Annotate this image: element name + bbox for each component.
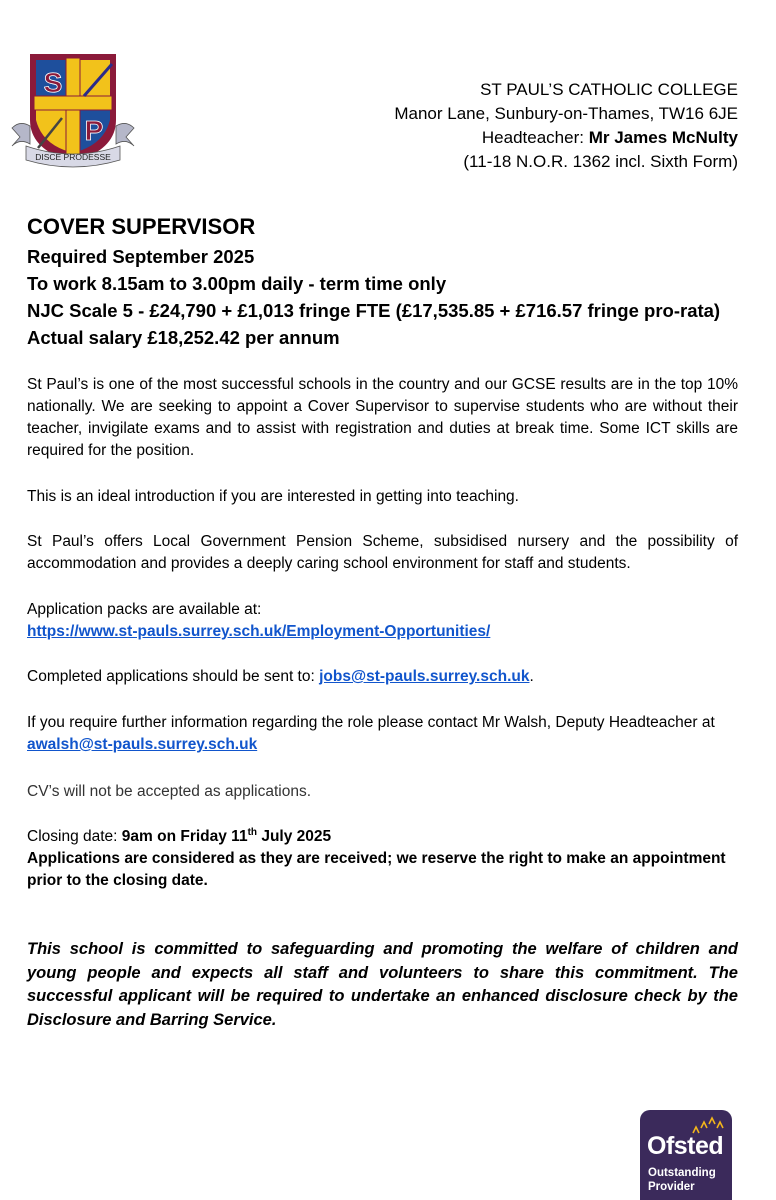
considered-text: Applications are considered as they are received; we reserve the right to make an appointment prior to the closing date. — [27, 850, 726, 889]
school-address: Manor Lane, Sunbury-on-Thames, TW16 6JE — [394, 104, 738, 123]
job-scale: NJC Scale 5 - £24,790 + £1,013 fringe FTE (£17,535.85 + £716.57 fringe pro-rata) — [27, 300, 721, 321]
job-salary: Actual salary £18,252.42 per annum — [27, 327, 340, 348]
packs-label: Application packs are available at: — [27, 601, 262, 618]
closing-block — [27, 826, 738, 892]
headteacher-name: Mr James McNulty — [588, 128, 738, 147]
nor-line: (11-18 N.O.R. 1362 incl. Sixth Form) — [463, 152, 738, 171]
closing-date: 9am on Friday 11th July 2025 — [121, 826, 332, 845]
ideal-paragraph: This is an ideal introduction if you are interested in getting into teaching. — [27, 488, 519, 505]
packs-paragraph — [27, 599, 738, 643]
school-name: ST PAUL’S CATHOLIC COLLEGE — [480, 80, 738, 99]
school-address-block — [394, 78, 738, 174]
offers-paragraph: St Paul’s offers Local Government Pension Scheme, subsidised nursery and the possibility of accommodation and provides a deeply caring school environment for staff and students. — [27, 533, 738, 572]
send-paragraph — [27, 666, 738, 688]
intro-paragraph: St Paul’s is one of the most successful schools in the country and our GCSE results are in the top 10% nationally. We are seeking to appoint a Cover Supervisor to supervise students who are without their teacher, invigilate exams and to assist with registration and duties at break time. Some ICT skills are required for the position. — [27, 376, 738, 459]
job-heading — [27, 213, 747, 351]
job-title: COVER SUPERVISOR — [27, 214, 256, 239]
closing-date-line — [27, 826, 738, 848]
info-text: If you require further information regarding the role please contact Mr Walsh, Deputy Headteacher at — [27, 714, 715, 731]
job-hours: To work 8.15am to 3.00pm daily - term time only — [27, 273, 447, 294]
jobs-email-link[interactable]: jobs@st-pauls.surrey.sch.uk — [319, 668, 530, 685]
ofsted-name: Ofsted — [647, 1132, 724, 1160]
crest-motto: DISCE PRODESSE — [35, 152, 111, 162]
cv-notice: CV’s will not be accepted as applications. — [27, 783, 312, 800]
crest-initial-s: S — [43, 67, 63, 98]
school-crest-logo — [8, 50, 138, 170]
send-label: Completed applications should be sent to: — [27, 668, 320, 685]
job-required: Required September 2025 — [27, 246, 255, 267]
send-end: . — [529, 668, 534, 685]
closing-label: Closing date: — [27, 828, 122, 845]
headteacher-label: Headteacher: — [481, 128, 584, 147]
ofsted-rating: Outstanding Provider — [648, 1167, 716, 1193]
awalsh-email-link[interactable]: awalsh@st-pauls.surrey.sch.uk — [27, 736, 258, 753]
headteacher-line — [394, 126, 738, 150]
packs-url-link[interactable]: https://www.st-pauls.surrey.sch.uk/Employment-Opportunities/ — [27, 623, 491, 640]
crest-initial-p: P — [84, 115, 104, 146]
safeguarding-statement: This school is committed to safeguarding and promoting the welfare of children and young people and expects all staff and volunteers to share this commitment. The successful applicant will be required to undertake an enhanced disclosure check by the Disclosure and Barring Service. — [27, 940, 738, 1029]
ofsted-badge — [640, 1110, 732, 1200]
info-paragraph — [27, 712, 727, 756]
